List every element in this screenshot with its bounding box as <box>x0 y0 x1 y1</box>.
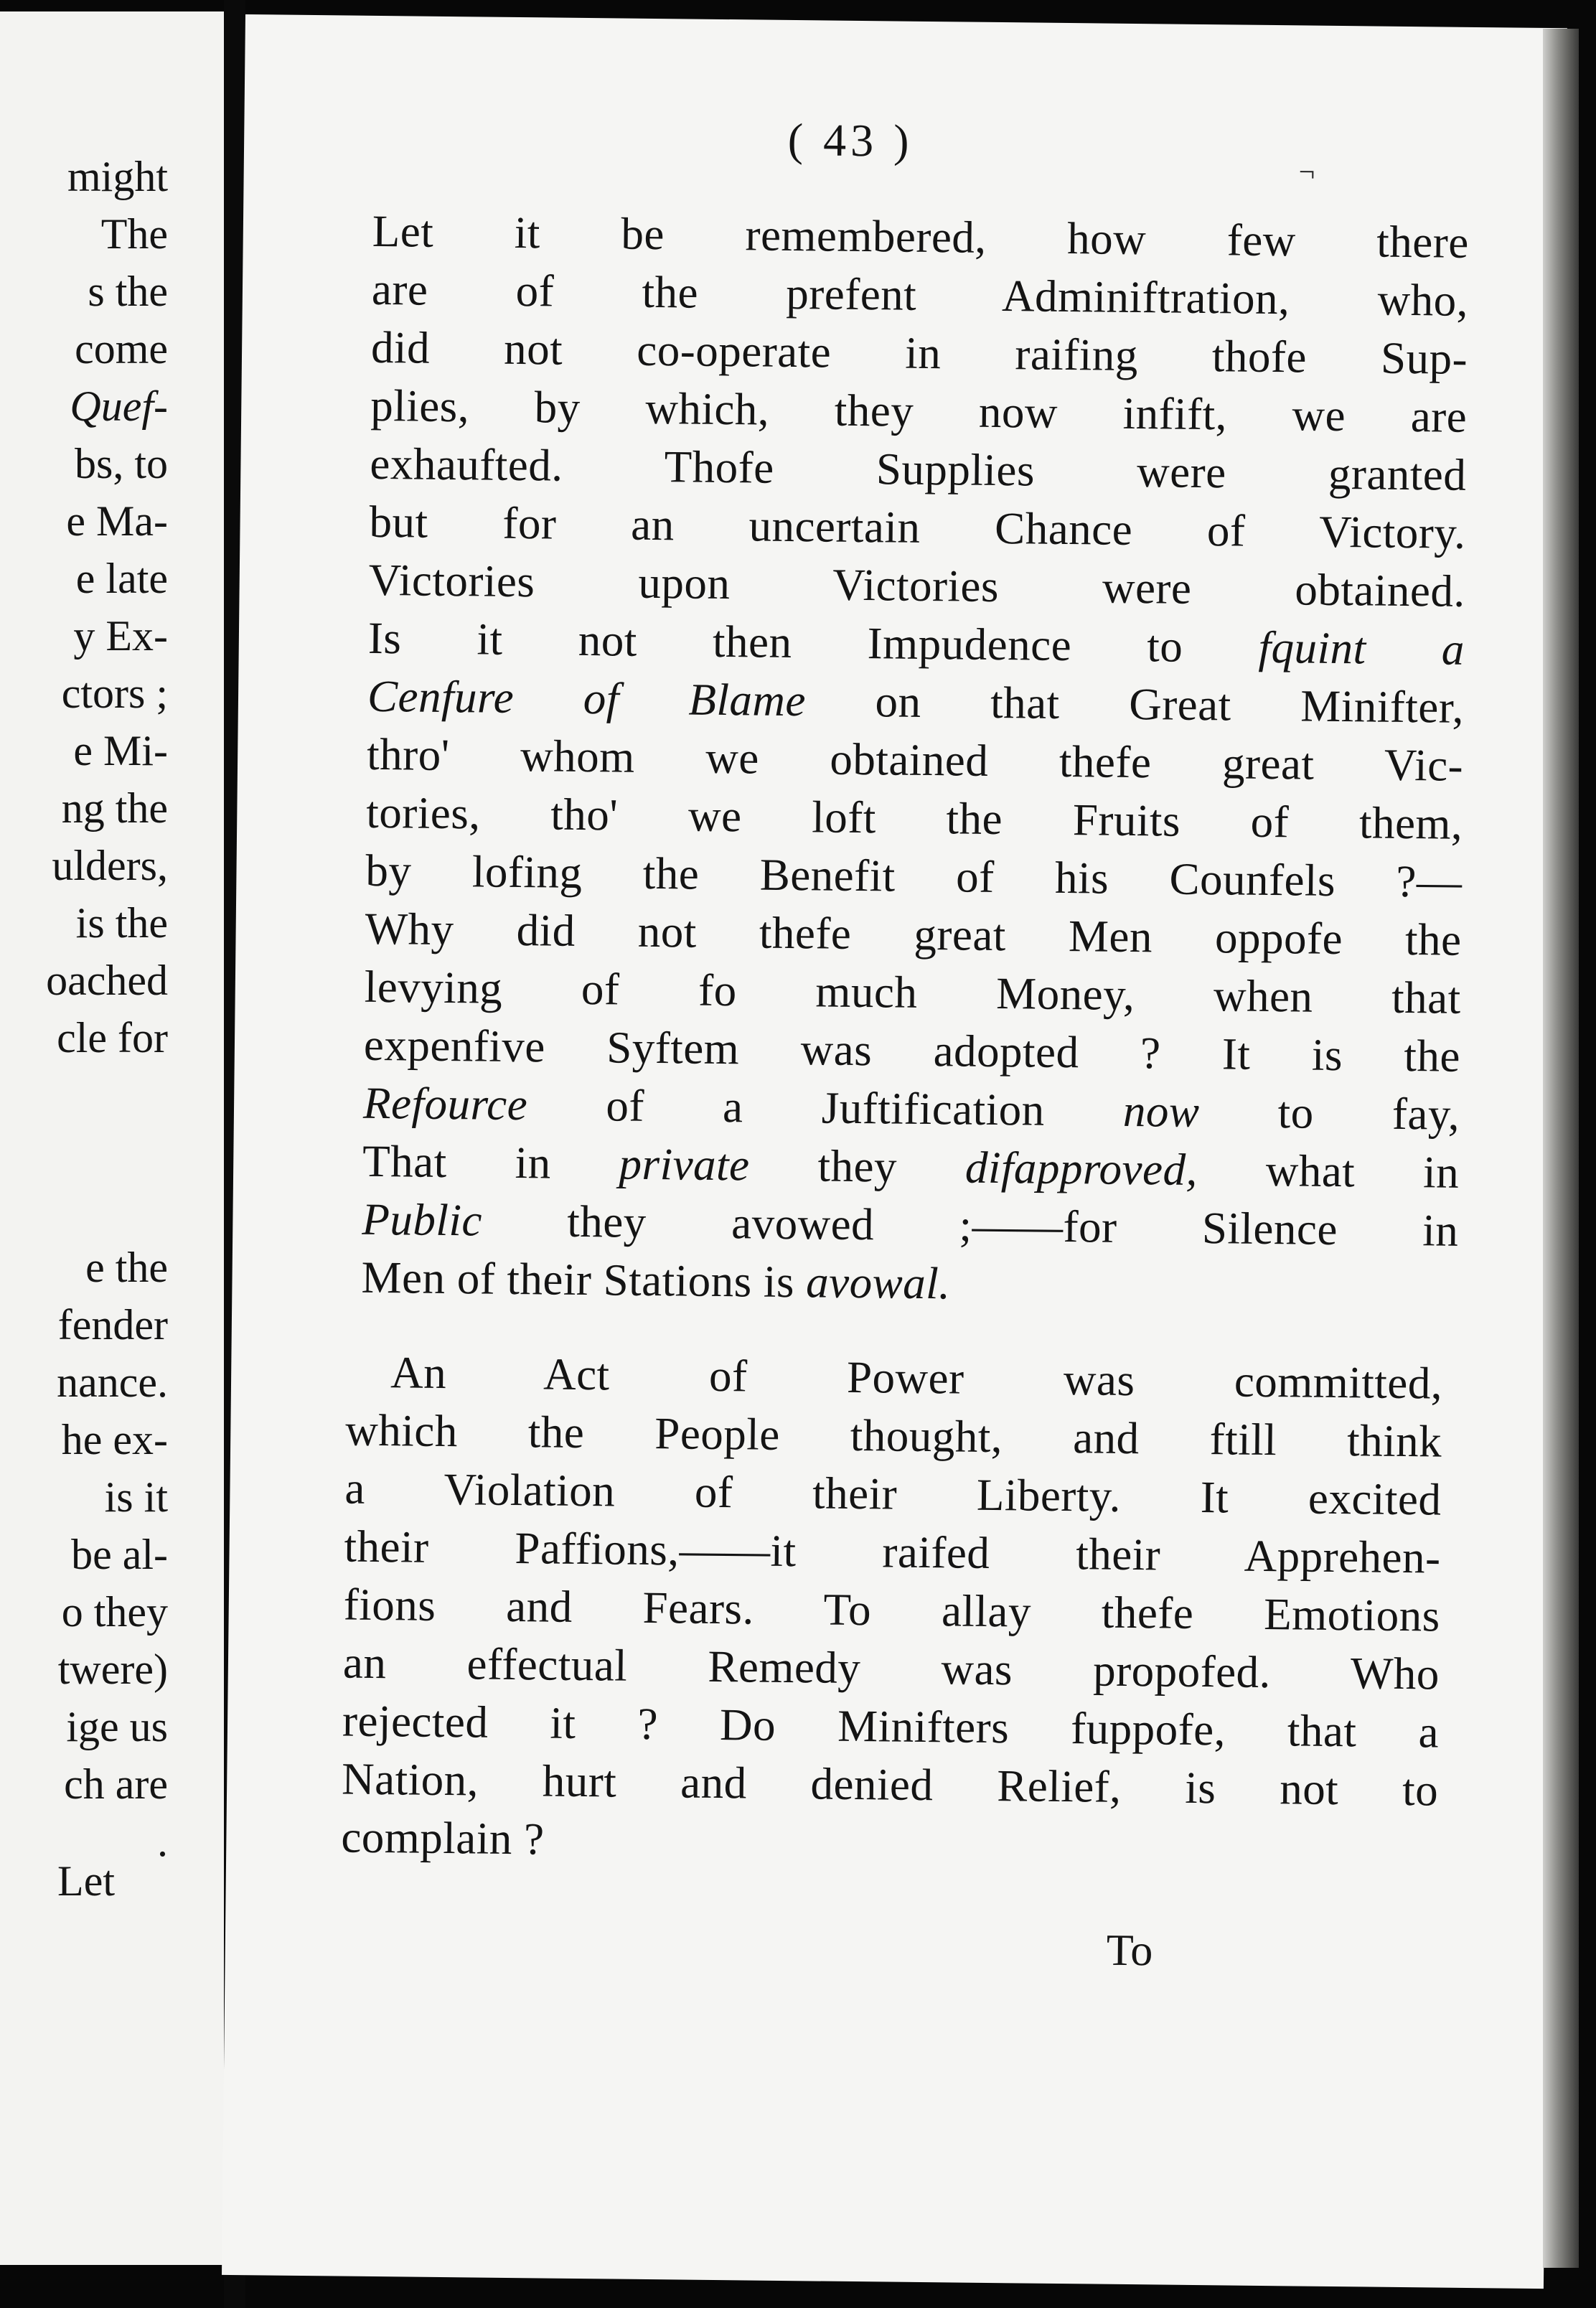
text-line: which the People thought, and ftill think <box>344 1404 1442 1467</box>
text-line: Let it be remembered, how few there <box>372 205 1470 268</box>
right-page <box>222 14 1567 2289</box>
text-line <box>361 1249 1458 1318</box>
left-page-fragment: ctors ; <box>61 670 168 717</box>
left-page-fragment: e Ma- <box>66 497 168 545</box>
left-page-fragment: . <box>157 1818 168 1865</box>
right-catchword: To <box>1106 1925 1153 1976</box>
text-run: they avowed ;——for Silence in <box>566 1196 1459 1256</box>
left-page-fragment: The <box>100 210 168 258</box>
text-line: levying of fo much Money, when that <box>364 961 1462 1023</box>
left-page-fragment: o they <box>61 1588 168 1636</box>
left-page-fragment: s the <box>88 268 168 315</box>
text-line: thro' whom we obtained thefe great Vic- <box>366 728 1464 791</box>
italic-run: private <box>619 1138 750 1191</box>
left-catchword: Let <box>57 1857 115 1905</box>
left-page-fragment: he ex- <box>61 1416 168 1463</box>
specks: ¬ <box>1298 155 1315 188</box>
left-page-fragment: e late <box>75 555 168 602</box>
italic-run: Refource <box>362 1077 528 1130</box>
text-line: rejected it ? Do Minifters fuppofe, that a <box>342 1695 1440 1758</box>
left-page-fragment: cle for <box>57 1014 168 1061</box>
text-line: Nation, hurt and denied Relief, is not to <box>341 1753 1439 1816</box>
left-page-fragment: twere) <box>57 1646 168 1693</box>
left-page-fragment: Quef- <box>70 383 168 430</box>
left-page-fragment: fender <box>57 1301 168 1348</box>
left-page-fragment: come <box>75 325 168 372</box>
text-run: what in <box>1265 1145 1460 1198</box>
text-line: fions and Fears. To allay thefe Emotions <box>343 1579 1441 1641</box>
left-page-fragment: oached <box>46 957 168 1004</box>
left-page-fragment: ch are <box>64 1760 168 1808</box>
text-run: on that Great Minifter, <box>875 676 1465 733</box>
left-page-fragment: ulders, <box>52 842 168 889</box>
text-line: did not co-operate in raifing thofe Sup- <box>370 322 1468 384</box>
left-page-fragment: nance. <box>57 1359 168 1406</box>
left-page-fragment: e the <box>85 1244 168 1291</box>
text-line: by lofing the Benefit of his Counfels ?— <box>365 845 1463 907</box>
text-line: their Paffions,——it raifed their Apprehen- <box>344 1521 1441 1583</box>
text-line: but for an uncertain Chance of Victory. <box>369 496 1466 558</box>
text-line: are of the prefent Adminiftration, who, <box>371 263 1469 326</box>
left-page-fragment: be al- <box>71 1531 168 1578</box>
text-run: Is it not then Impudence to <box>367 612 1183 672</box>
italic-run: difapproved, <box>964 1142 1198 1195</box>
paragraph-1 <box>361 202 1469 1318</box>
page-edge <box>1543 29 1579 2268</box>
text-line: complain ? <box>341 1811 545 1864</box>
text-run: to fay, <box>1277 1087 1460 1140</box>
text-line: a Violation of their Liberty. It excited <box>344 1463 1442 1525</box>
italic-run: Cenfure of Blame <box>367 670 807 726</box>
page-number: ( 43 ) <box>787 113 914 166</box>
text-line: exhaufted. Thofe Supplies were granted <box>370 438 1467 500</box>
italic-run: fquint a <box>1258 621 1465 675</box>
text-run: Men of their Stations is <box>361 1252 795 1308</box>
text-run: That in <box>362 1135 552 1188</box>
left-page <box>0 11 224 2265</box>
left-page-fragment: ige us <box>66 1703 168 1750</box>
left-page-fragment: is it <box>104 1473 168 1521</box>
text-run: they <box>817 1140 898 1192</box>
left-page-fragment: bs, to <box>74 440 168 487</box>
text-line: an effectual Remedy was propofed. Who <box>342 1637 1440 1699</box>
left-page-fragment: e Mi- <box>73 727 168 774</box>
text-run: of a Juftification <box>606 1080 1046 1135</box>
italic-run: avowal. <box>805 1257 951 1309</box>
text-line: tories, tho' we loft the Fruits of them, <box>365 787 1463 849</box>
text-line: Why did not thefe great Men oppofe the <box>365 903 1462 965</box>
text-line: expenfive Syftem was adopted ? It is the <box>363 1019 1461 1082</box>
left-page-fragment: ng the <box>61 784 168 832</box>
left-page-fragment: is the <box>75 899 168 947</box>
left-page-fragment: might <box>67 153 168 200</box>
italic-run: Public <box>362 1193 483 1246</box>
paragraph-2 <box>341 1343 1443 1878</box>
left-page-fragment: y Ex- <box>73 612 168 660</box>
text-line: plies, by which, they now infift, we are <box>370 380 1468 442</box>
text-line: Victories upon Victories were obtained. <box>368 554 1466 616</box>
text-line: An Act of Power was committed, <box>390 1347 1443 1409</box>
italic-run: now <box>1122 1085 1200 1137</box>
